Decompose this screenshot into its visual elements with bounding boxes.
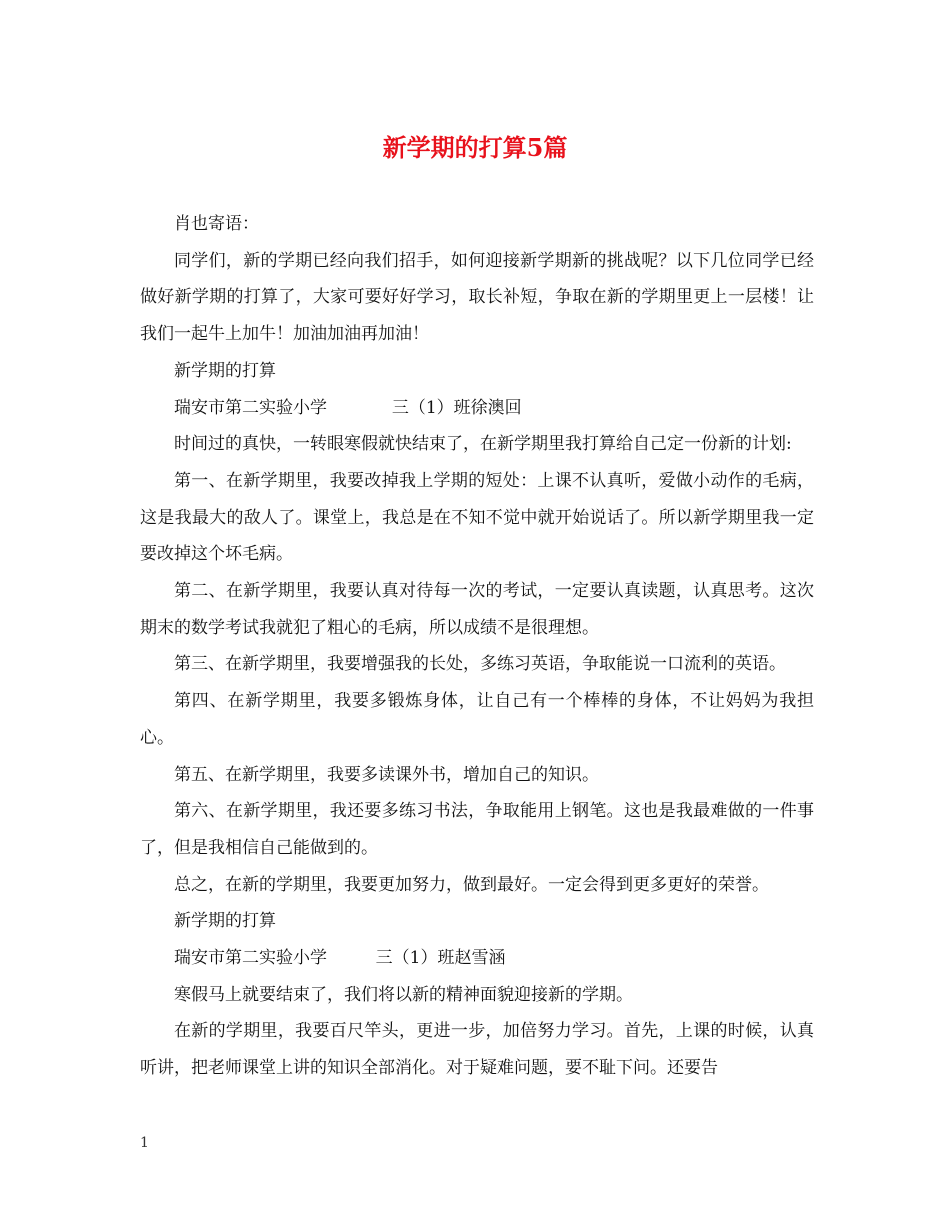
paragraph: 总之，在新的学期里，我要更加努力，做到最好。一定会得到更多更好的荣誉。	[174, 874, 769, 895]
paragraph: 第二、在新学期里，我要认真对待每一次的考试，一定要认真读题，认真思考。这次期末的数学考试我就犯了粗心的毛病，所以成绩不是很理想。	[140, 581, 814, 638]
paragraph: 第五、在新学期里，我要多读课外书，增加自己的知识。	[174, 764, 599, 785]
paragraph-author-line: 瑞安市第二实验小学 三（1）班赵雪涵	[174, 948, 506, 969]
paragraph: 第六、在新学期里，我还要多练习书法，争取能用上钢笔。这也是我最难做的一件事了，但是我相信自己能做到的。	[140, 801, 814, 858]
paragraph-essay-heading: 新学期的打算	[174, 911, 276, 932]
document-title: 新学期的打算5篇	[382, 133, 568, 162]
paragraph: 时间过的真快，一转眼寒假就快结束了，在新学期里我打算给自己定一份新的计划:	[174, 434, 792, 455]
paragraph-essay-heading: 新学期的打算	[174, 360, 276, 381]
paragraph: 寒假马上就要结束了，我们将以新的精神面貌迎接新的学期。	[174, 984, 633, 1005]
paragraph: 在新的学期里，我要百尺竿头，更进一步，加倍努力学习。首先，上课的时候，认真听讲，把老师课堂上讲的知识全部消化。对于疑难问题，要不耻下问。还要告	[140, 1021, 814, 1079]
paragraph-author-line: 瑞安市第二实验小学 三（1）班徐澳回	[174, 397, 522, 418]
paragraph-preface: 同学们，新的学期已经向我们招手，如何迎接新学期新的挑战呢？以下几位同学已经做好新学期的打算了，大家可要好好学习，取长补短，争取在新的学期里更上一层楼！让我们一起牛上加牛！加油加油再加油！	[140, 250, 814, 345]
paragraph-preface-label: 肖也寄语：	[174, 214, 259, 234]
document-body	[140, 206, 814, 1087]
paragraph: 第一、在新学期里，我要改掉我上学期的短处：上课不认真听，爱做小动作的毛病，这是我最大的敌人了。课堂上，我总是在不知不觉中就开始说话了。所以新学期里我一定要改掉这个坏毛病。	[140, 470, 814, 565]
paragraph: 第三、在新学期里，我要增强我的长处，多练习英语，争取能说一口流利的英语。	[174, 654, 786, 675]
paragraph: 第四、在新学期里，我要多锻炼身体，让自己有一个棒棒的身体，不让妈妈为我担心。	[140, 691, 814, 748]
page-number: 1	[140, 1135, 149, 1151]
